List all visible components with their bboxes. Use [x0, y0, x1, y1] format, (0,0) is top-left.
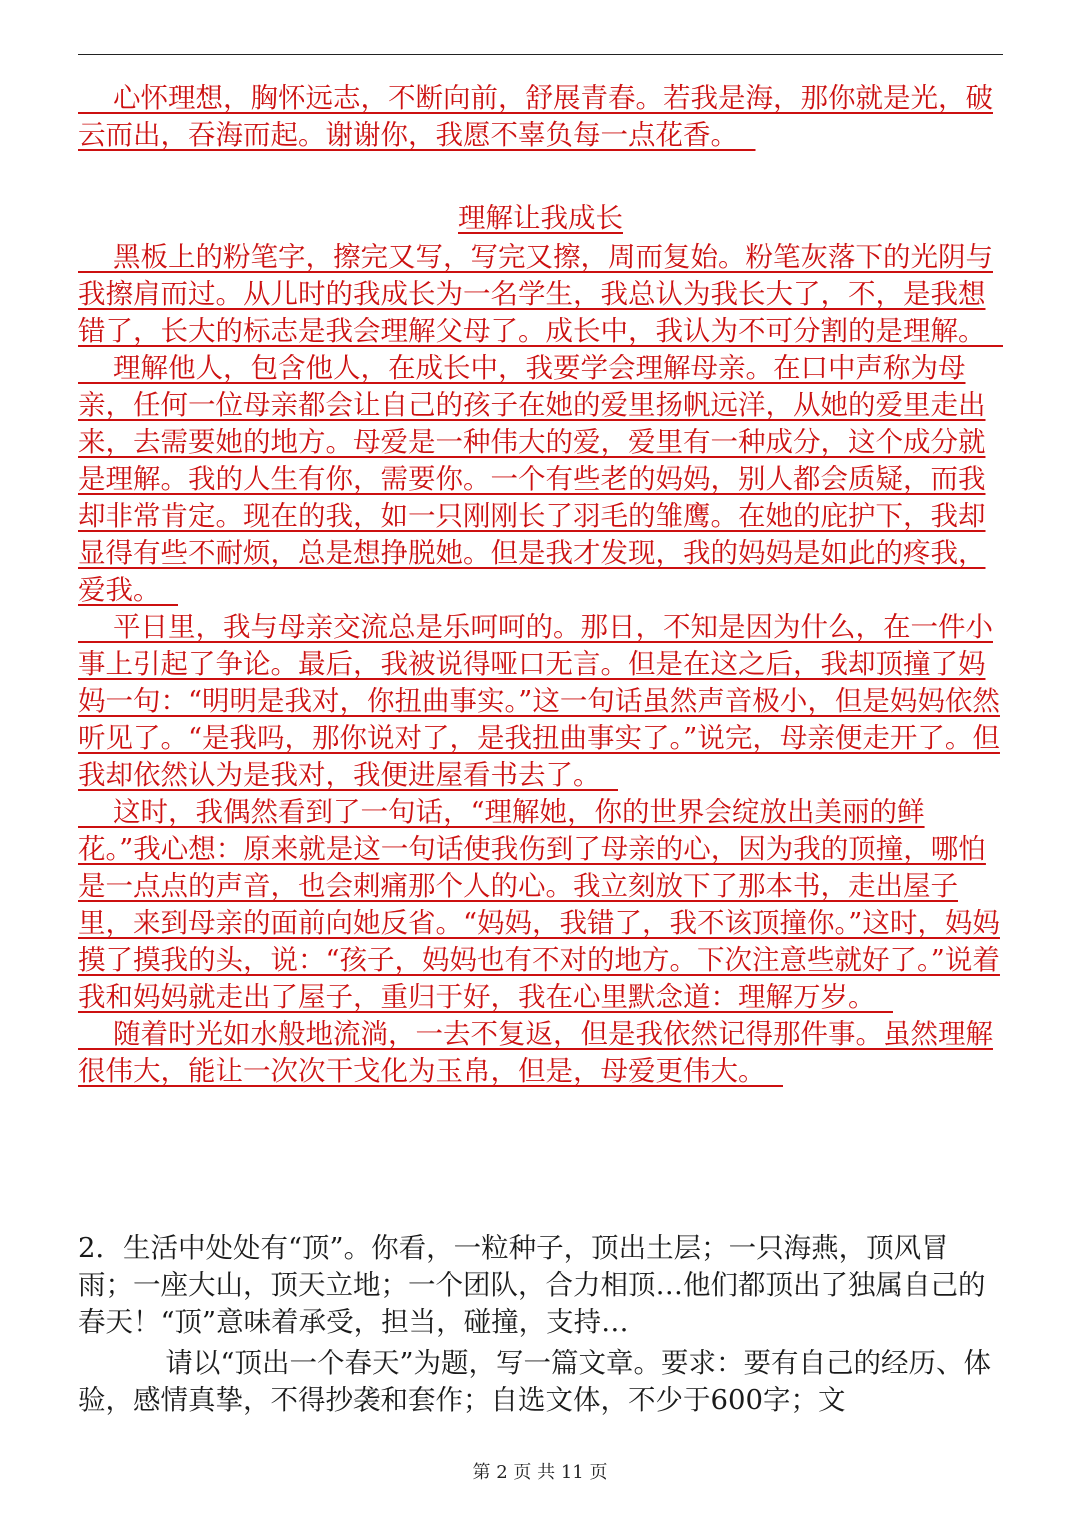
header-rule — [78, 54, 1003, 55]
question-2 — [78, 1230, 1003, 1419]
page-footer: 第 2 页 共 11 页 — [472, 1462, 608, 1483]
essay-paragraph: 随着时光如水般地流淌，一去不复返，但是我依然记得那件事。虽然理解很伟大，能让一次次干戈化为玉帛，但是，母爱更伟大。 — [78, 1018, 993, 1087]
essay-paragraph: 这时，我偶然看到了一句话，“理解她，你的世界会绽放出美丽的鲜花。”我心想：原来就是这一句话使我伤到了母亲的心，因为我的顶撞，哪怕是一点点的声音，也会刺痛那个人的心。我立刻放下了那本书，走出屋子里，来到母亲的面前向她反省。“妈妈，我错了，我不该顶撞你。”这时，妈妈摸了摸我的头，说：“孩子，妈妈也有不对的地方。下次注意些就好了。”说着我和妈妈就走出了屋子，重归于好，我在心里默念道：理解万岁。 — [78, 796, 1000, 1013]
essay-paragraph: 平日里，我与母亲交流总是乐呵呵的。那日，不知是因为什么，在一件小事上引起了争论。最后，我被说得哑口无言。但是在这之后，我却顶撞了妈妈一句：“明明是我对，你扭曲事实。”这一句话虽然声音极小，但是妈妈依然听见了。“是我吗，那你说对了，是我扭曲事实了。”说完，母亲便走开了。但我却依然认为是我对，我便进屋看书去了。 — [78, 611, 1000, 791]
question-stem: 2．生活中处处有“顶”。你看，一粒种子，顶出土层；一只海燕，顶风冒雨；一座大山，顶天立地；一个团队，合力相顶…他们都顶出了独属自己的春天！“顶”意味着承受，担当，碰撞，支持… — [78, 1232, 986, 1338]
question-prompt: 请以“顶出一个春天”为题，写一篇文章。要求：要有自己的经历、体验，感情真挚，不得抄袭和套作；自选文体，不少于600字；文 — [78, 1347, 992, 1416]
essay-body — [78, 239, 1003, 1090]
essay-paragraph: 黑板上的粉笔字，擦完又写，写完又擦，周而复始。粉笔灰落下的光阴与我擦肩而过。从儿时的我成长为一名学生，我总认为我长大了，不，是我想错了，长大的标志是我会理解父母了。成长中，我认为不可分割的是理解。 — [78, 241, 993, 347]
essay-paragraph: 理解他人，包含他人，在成长中，我要学会理解母亲。在口中声称为母亲，任何一位母亲都会让自己的孩子在她的爱里扬帆远洋，从她的爱里走出来，去需要她的地方。母爱是一种伟大的爱，爱里有一种成分，这个成分就是理解。我的人生有你，需要你。一个有些老的妈妈，别人都会质疑，而我却非常肯定。现在的我，如一只刚刚长了羽毛的雏鹰。在她的庇护下，我却显得有些不耐烦，总是想挣脱她。但是我才发现，我的妈妈是如此的疼我，爱我。 — [78, 352, 986, 606]
essay-title: 理解让我成长 — [458, 202, 623, 234]
intro-paragraph: 心怀理想，胸怀远志，不断向前，舒展青春。若我是海，那你就是光，破云而出，吞海而起。谢谢你，我愿不辜负每一点花香。 — [78, 82, 993, 151]
